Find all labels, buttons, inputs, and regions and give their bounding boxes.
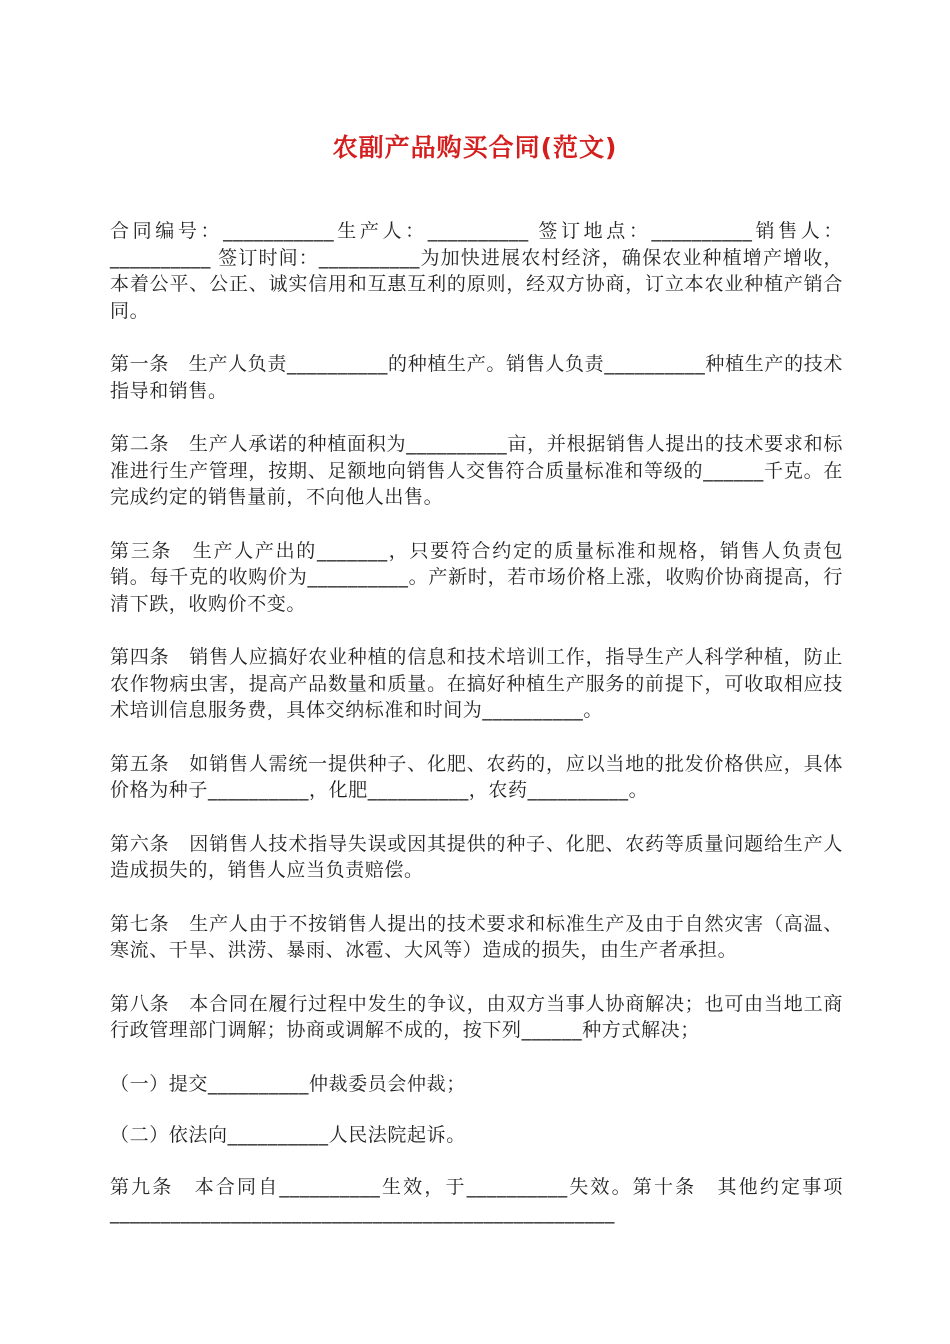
article-1: 第一条 生产人负责__________的种植生产。销售人负责__________种植生产的技术指导和销售。 [110, 353, 843, 402]
article-7: 第七条 生产人由于不按销售人提出的技术要求和标准生产及由于自然灾害（高温、寒流、干旱、洪涝、暴雨、冰雹、大风等）造成的损失，由生产者承担。 [110, 912, 843, 961]
article-4: 第四条 销售人应搞好农业种植的信息和技术培训工作，指导生产人科学种植，防止农作物病虫害，提高产品数量和质量。在搞好种植生产服务的前提下，可收取相应技术培训信息服务费，具体交纳标准和时间为__________。 [110, 646, 843, 721]
document-body [110, 218, 843, 1254]
article-8-option-2: （二）依法向__________人民法院起诉。 [110, 1124, 466, 1146]
article-5: 第五条 如销售人需统一提供种子、化肥、农药的，应以当地的批发价格供应，具体价格为种子__________，化肥__________，农药__________。 [110, 752, 843, 801]
article-8-option-1: （一）提交__________仲裁委员会仲裁； [110, 1072, 466, 1095]
article-2: 第二条 生产人承诺的种植面积为__________亩，并根据销售人提出的技术要求和标准进行生产管理，按期、足额地向销售人交售符合质量标准和等级的______千克。在完成约定的销售量前，不向他人出售。 [110, 433, 843, 508]
document-title: 农副产品购买合同(范文) [332, 133, 618, 162]
article-3: 第三条 生产人产出的_______，只要符合约定的质量标准和规格，销售人负责包销。每千克的收购价为__________。产新时，若市场价格上涨，收购价协商提高，行清下跌，收购价不变。 [110, 539, 843, 615]
contract-preamble: 合同编号：___________生产人：__________ 签订地点：__________销售人：__________ 签订时间：__________为加快进展农村经济，确保农业种植增产增收，本着公平、公正、诚实信用和互惠互利的原则，经双方协商，订立本农业种植产销合同。 [110, 220, 843, 322]
article-9-and-10: 第九条 本合同自__________生效，于__________失效。第十条 其他约定事项__________________________________________________ [110, 1175, 843, 1224]
article-8: 第八条 本合同在履行过程中发生的争议，由双方当事人协商解决；也可由当地工商行政管理部门调解；协商或调解不成的，按下列______种方式解决； [110, 992, 843, 1041]
article-6: 第六条 因销售人技术指导失误或因其提供的种子、化肥、农药等质量问题给生产人造成损失的，销售人应当负责赔偿。 [110, 832, 843, 881]
